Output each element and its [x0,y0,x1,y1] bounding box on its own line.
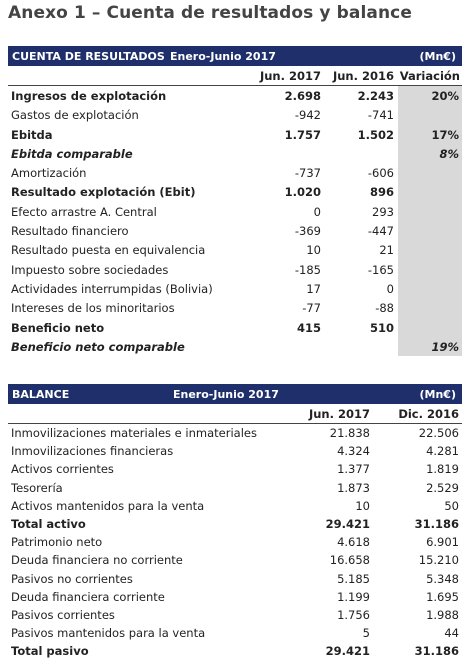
row-label: Total activo [11,516,86,531]
value-jun2016: 2.243 [357,89,394,103]
row-label: Tesorería [11,480,63,495]
row-label: Pasivos mantenidos para la venta [11,626,206,641]
value-dic2016: 1.988 [426,607,459,622]
value-jun2017: 415 [296,320,321,335]
row-label: Efecto arrastre A. Central [11,204,157,219]
row-label: Resultado financiero [11,224,129,239]
value-jun2017: 5.185 [337,571,370,586]
results-row [8,279,462,298]
row-label: Patrimonio neto [11,535,103,550]
results-row [8,163,462,182]
results-row [8,240,462,259]
row-label: Ebitda comparable [11,146,133,161]
results-row [8,202,462,221]
results-header-title: CUENTA DE RESULTADOS [12,50,165,63]
value-jun2017: -185 [294,262,321,277]
results-row [8,144,462,163]
balance-body [8,424,462,660]
value-jun2017: 2.698 [284,89,321,103]
value-jun2017: 16.658 [329,553,370,568]
value-jun2017: 1.873 [337,480,370,495]
value-dic2016: 22.506 [418,426,459,440]
value-jun2016: -165 [367,262,394,277]
value-jun2017: -77 [302,301,321,316]
value-jun2017: 1.757 [284,127,321,142]
results-body [8,86,462,356]
value-dic2016: 50 [444,498,459,513]
balance-row [8,479,462,497]
row-label: Beneficio neto comparable [11,339,185,354]
results-row [8,105,462,124]
results-row [8,125,462,144]
row-label: Total pasivo [11,644,89,659]
value-jun2016: 896 [369,185,394,200]
row-label: Gastos de explotación [11,108,139,123]
value-dic2016: 6.901 [426,535,459,550]
results-row [8,260,462,279]
results-row [8,221,462,240]
value-dic2016: 44 [444,626,459,641]
balance-header-period: Enero-Junio 2017 [173,388,279,401]
balance-table [8,384,462,660]
balance-row [8,606,462,624]
results-col-2017: Jun. 2017 [259,69,321,83]
balance-row [8,624,462,642]
value-jun2016: -741 [367,108,394,123]
balance-row [8,515,462,533]
results-row [8,182,462,201]
value-dic2016: 31.186 [414,644,459,659]
value-jun2017: 21.838 [329,426,370,440]
value-dic2016: 1.819 [426,462,459,477]
value-jun2017: 17 [306,281,321,296]
value-variation: 20% [431,89,459,103]
balance-row [8,642,462,660]
row-label: Deuda financiera corriente [11,589,165,604]
results-header-bar [8,46,462,66]
row-label: Beneficio neto [11,320,105,335]
results-header-unit: (Mn€) [419,50,456,63]
balance-row [8,588,462,606]
value-jun2017: 5 [362,626,370,641]
value-jun2017: 1.199 [337,589,370,604]
value-variation: 17% [431,127,459,142]
value-jun2017: 29.421 [325,644,370,659]
value-dic2016: 31.186 [414,516,459,531]
value-jun2017: 4.324 [337,444,370,459]
row-label: Intereses de los minoritarios [11,301,175,316]
value-jun2016: 510 [369,320,394,335]
value-jun2016: -606 [367,166,394,181]
value-dic2016: 5.348 [426,571,459,586]
row-label: Deuda financiera no corriente [11,553,183,568]
value-jun2017: -942 [294,108,321,123]
value-jun2017: 10 [306,243,321,258]
balance-row [8,442,462,460]
row-label: Pasivos no corrientes [11,571,133,586]
row-label: Inmovilizaciones materiales e inmateriales [11,426,257,440]
balance-header-bar [8,384,462,404]
value-variation: 8% [439,146,459,161]
balance-column-headers [8,404,462,424]
value-jun2017: 1.756 [337,607,370,622]
results-table [8,46,462,356]
balance-col-jun2017: Jun. 2017 [308,407,370,421]
row-label: Ingresos de explotación [11,89,167,103]
balance-row [8,460,462,478]
results-col-variation: Variación [399,69,460,83]
results-row [8,318,462,337]
row-label: Resultado puesta en equivalencia [11,243,206,258]
balance-row [8,570,462,588]
value-jun2017: 0 [313,204,321,219]
results-row [8,337,462,356]
balance-row [8,551,462,569]
value-jun2016: -88 [375,301,394,316]
results-column-headers [8,66,462,86]
value-jun2017: 4.618 [337,535,370,550]
value-jun2017: 29.421 [325,516,370,531]
balance-header-unit: (Mn€) [419,388,456,401]
value-variation: 19% [431,339,459,354]
results-header-period: Enero-Junio 2017 [170,50,276,63]
balance-row [8,424,462,442]
value-jun2016: 1.502 [357,127,394,142]
value-dic2016: 15.210 [418,553,459,568]
balance-col-dic2016: Dic. 2016 [398,407,459,421]
row-label: Actividades interrumpidas (Bolivia) [11,281,213,296]
row-label: Ebitda [11,127,53,142]
row-label: Resultado explotación (Ebit) [11,185,196,200]
balance-row [8,533,462,551]
row-label: Amortización [11,166,87,181]
results-col-2016: Jun. 2016 [332,69,394,83]
value-jun2016: 0 [386,281,394,296]
value-jun2016: 21 [379,243,394,258]
value-jun2017: 1.020 [284,185,321,200]
value-jun2016: -447 [367,224,394,239]
row-label: Activos mantenidos para la venta [11,498,205,513]
value-jun2017: -369 [294,224,321,239]
value-jun2017: -737 [294,166,321,181]
balance-header-title: BALANCE [12,388,70,401]
results-row [8,298,462,317]
results-row [8,86,462,105]
value-jun2016: 293 [372,204,394,219]
value-jun2017: 10 [355,498,370,513]
row-label: Inmovilizaciones financieras [11,444,174,459]
row-label: Pasivos corrientes [11,607,115,622]
row-label: Impuesto sobre sociedades [11,262,169,277]
value-jun2017: 1.377 [337,462,370,477]
page-title: Anexo 1 – Cuenta de resultados y balance [8,3,412,23]
value-dic2016: 4.281 [426,444,459,459]
row-label: Activos corrientes [11,462,114,477]
value-dic2016: 1.695 [426,589,459,604]
value-dic2016: 2.529 [426,480,459,495]
balance-row [8,497,462,515]
